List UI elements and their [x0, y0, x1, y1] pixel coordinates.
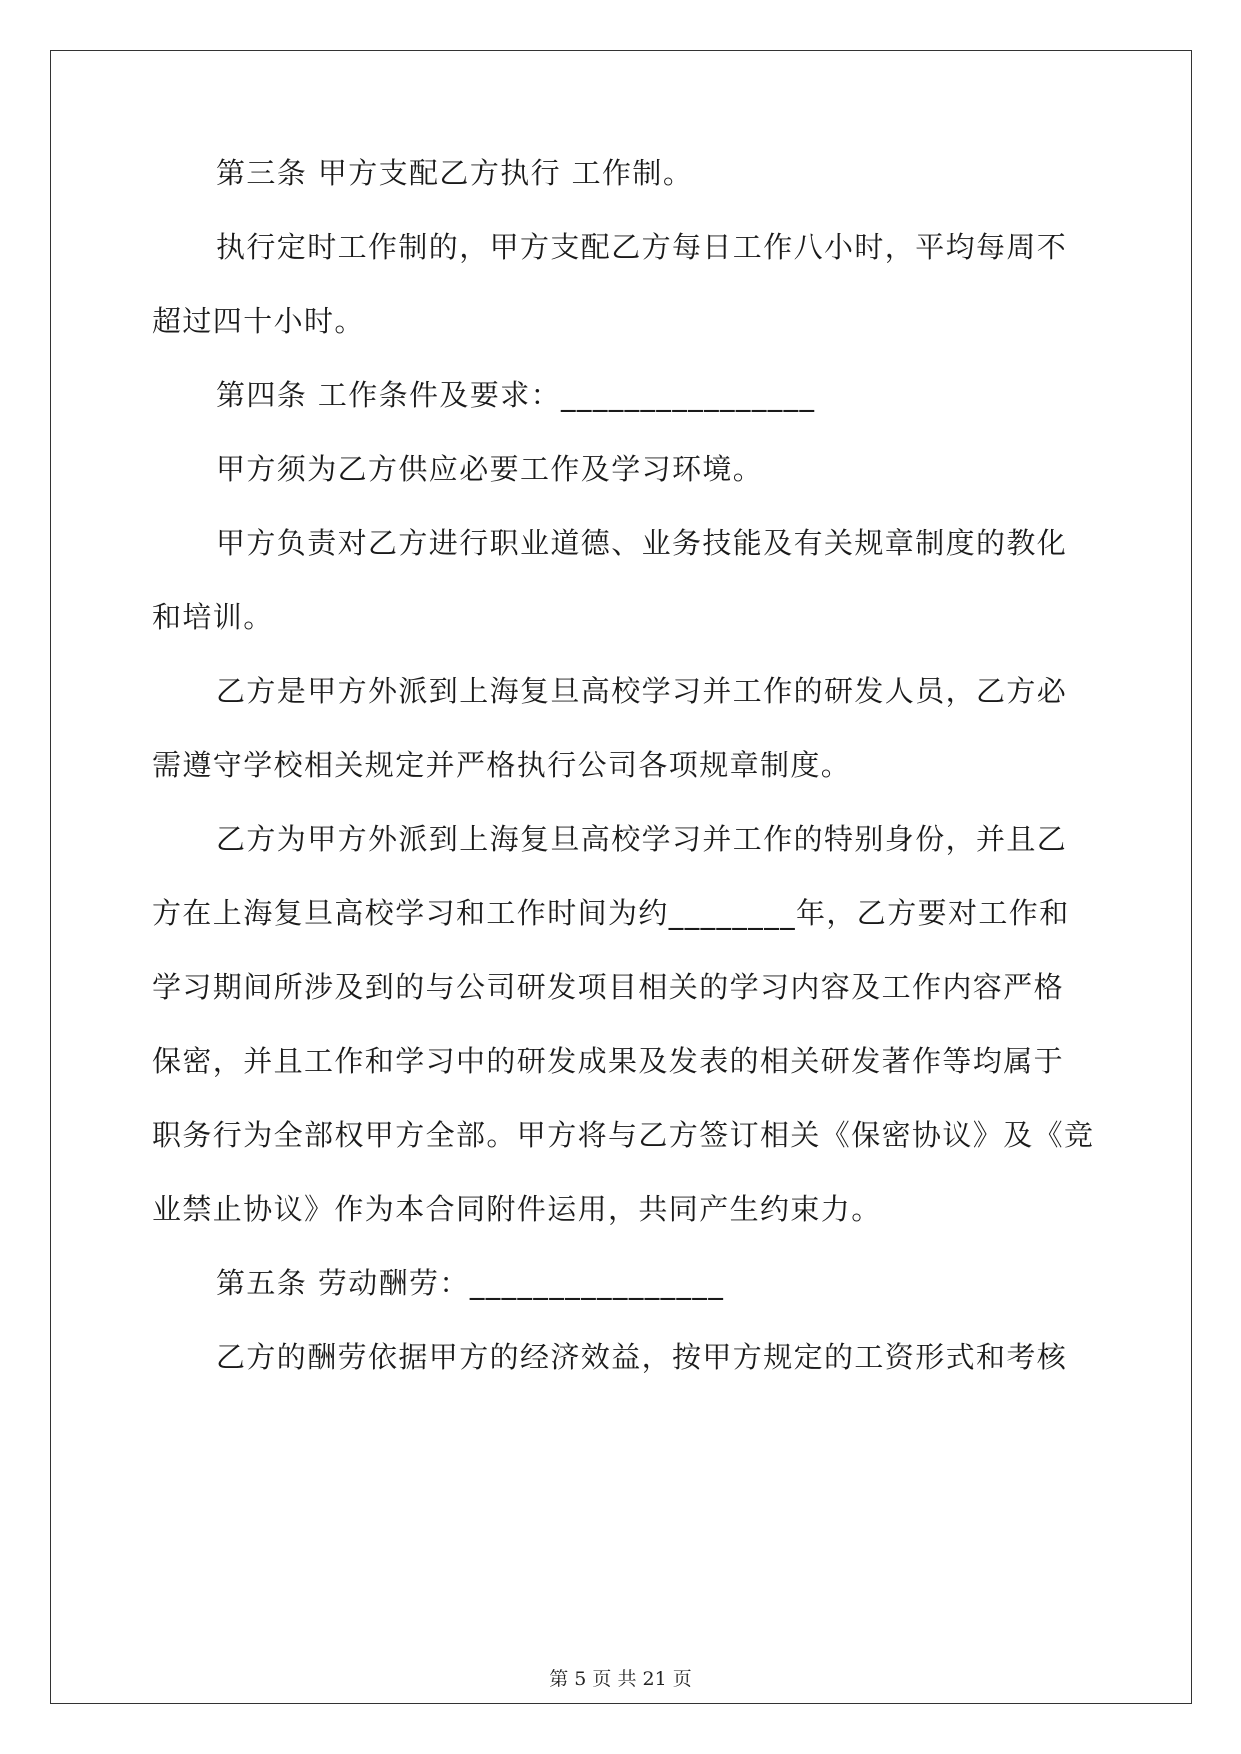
text-line: 乙方为甲方外派到上海复旦高校学习并工作的特别身份，并且乙: [216, 822, 1068, 856]
text-line: 方在上海复旦高校学习和工作时间为约________年，乙方要对工作和: [152, 896, 1070, 930]
page-number-footer: 第 5 页 共 21 页: [549, 1668, 692, 1690]
text-line: 甲方须为乙方供应必要工作及学习环境。: [216, 452, 764, 486]
text-line: 第三条 甲方支配乙方执行 工作制。: [216, 156, 694, 190]
text-line: 甲方负责对乙方进行职业道德、业务技能及有关规章制度的教化: [216, 526, 1068, 560]
text-line: 和培训。: [152, 600, 274, 634]
page-border: [50, 50, 1192, 1704]
text-line: 需遵守学校相关规定并严格执行公司各项规章制度。: [152, 748, 852, 782]
text-line: 超过四十小时。: [152, 304, 365, 338]
text-line: 职务行为全部权甲方全部。甲方将与乙方签订相关《保密协议》及《竞: [152, 1118, 1095, 1152]
text-line: 第五条 劳动酬劳：________________: [216, 1266, 725, 1300]
text-line: 乙方的酬劳依据甲方的经济效益，按甲方规定的工资形式和考核: [216, 1340, 1068, 1374]
text-line: 第四条 工作条件及要求：________________: [216, 378, 816, 412]
text-line: 保密，并且工作和学习中的研发成果及发表的相关研发著作等均属于: [152, 1044, 1065, 1078]
text-line: 乙方是甲方外派到上海复旦高校学习并工作的研发人员，乙方必: [216, 674, 1068, 708]
text-line: 执行定时工作制的，甲方支配乙方每日工作八小时，平均每周不: [216, 230, 1068, 264]
text-line: 学习期间所涉及到的与公司研发项目相关的学习内容及工作内容严格: [152, 970, 1065, 1004]
text-line: 业禁止协议》作为本合同附件运用，共同产生约束力。: [152, 1192, 882, 1226]
